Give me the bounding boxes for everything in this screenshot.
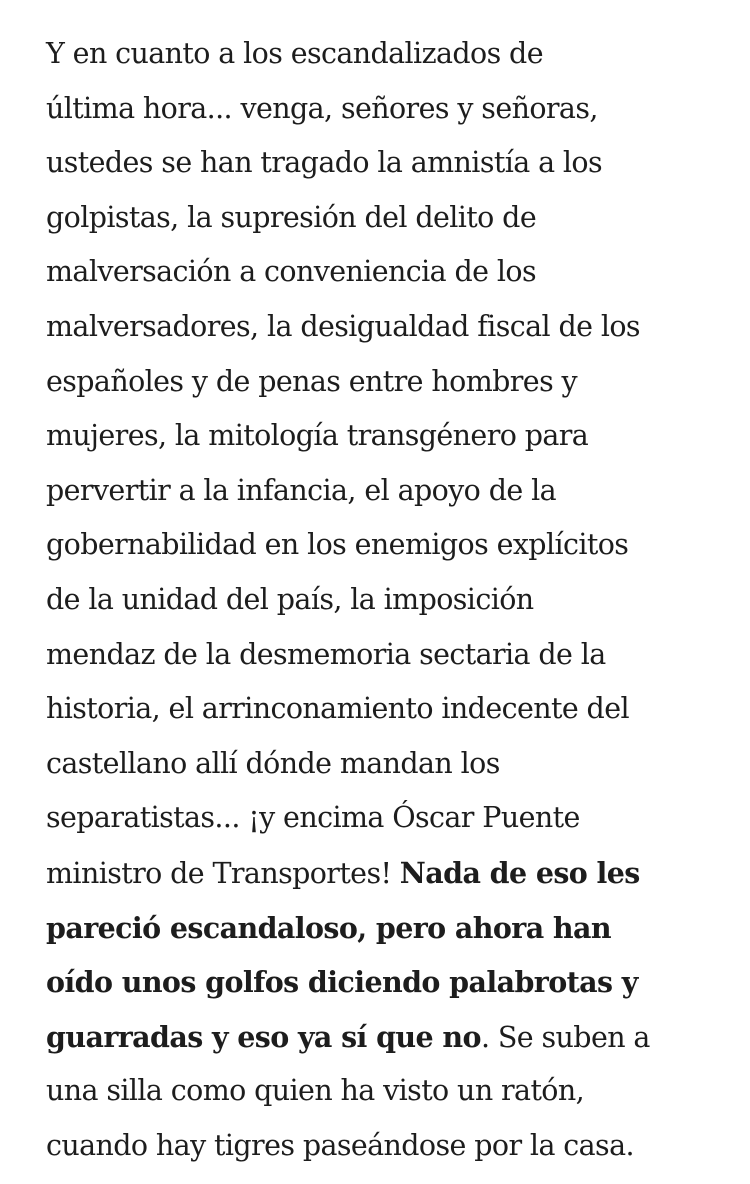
text-line: Y en cuanto a los escandalizados de bbox=[46, 37, 543, 70]
text-line: cuando hay tigres paseándose por la casa. bbox=[46, 1128, 634, 1162]
bold-emphasis: pareció escandaloso, pero ahora han bbox=[46, 910, 612, 945]
text-line: mujeres, la mitología transgénero para bbox=[46, 419, 589, 453]
text-line: malversación a conveniencia de los bbox=[46, 255, 536, 289]
text-line: de la unidad del país, la imposición bbox=[46, 582, 534, 616]
article-paragraph bbox=[46, 27, 736, 1173]
text-line: guarradas y eso ya sí que no. Se suben a bbox=[46, 1019, 650, 1054]
text-line: ministro de Transportes! Nada de eso les bbox=[46, 855, 640, 890]
text-line: mendaz de la desmemoria sectaria de la bbox=[46, 637, 606, 671]
bold-emphasis: Nada de eso les bbox=[399, 855, 640, 890]
text-line bbox=[46, 901, 736, 956]
bold-emphasis: guarradas y eso ya sí que no bbox=[46, 1019, 481, 1054]
text-line: pervertir a la infancia, el apoyo de la bbox=[46, 473, 556, 507]
text-line: última hora... venga, señores y señoras, bbox=[46, 91, 598, 125]
text-line: una silla como quien ha visto un ratón, bbox=[46, 1074, 585, 1108]
text-line bbox=[46, 955, 736, 1010]
text-line: golpistas, la supresión del delito de bbox=[46, 200, 537, 234]
text-line: ustedes se han tragado la amnistía a los bbox=[46, 146, 603, 180]
text-line: gobernabilidad en los enemigos explícitos bbox=[46, 528, 629, 562]
bold-emphasis: oído unos golfos diciendo palabrotas y bbox=[46, 965, 638, 1000]
text-line: separatistas... ¡y encima Óscar Puente bbox=[46, 801, 580, 835]
text-line: castellano allí dónde mandan los bbox=[46, 746, 500, 780]
text-line: historia, el arrinconamiento indecente del bbox=[46, 692, 629, 726]
text-line: españoles y de penas entre hombres y bbox=[46, 364, 578, 398]
text-line: malversadores, la desigualdad fiscal de los bbox=[46, 309, 640, 343]
